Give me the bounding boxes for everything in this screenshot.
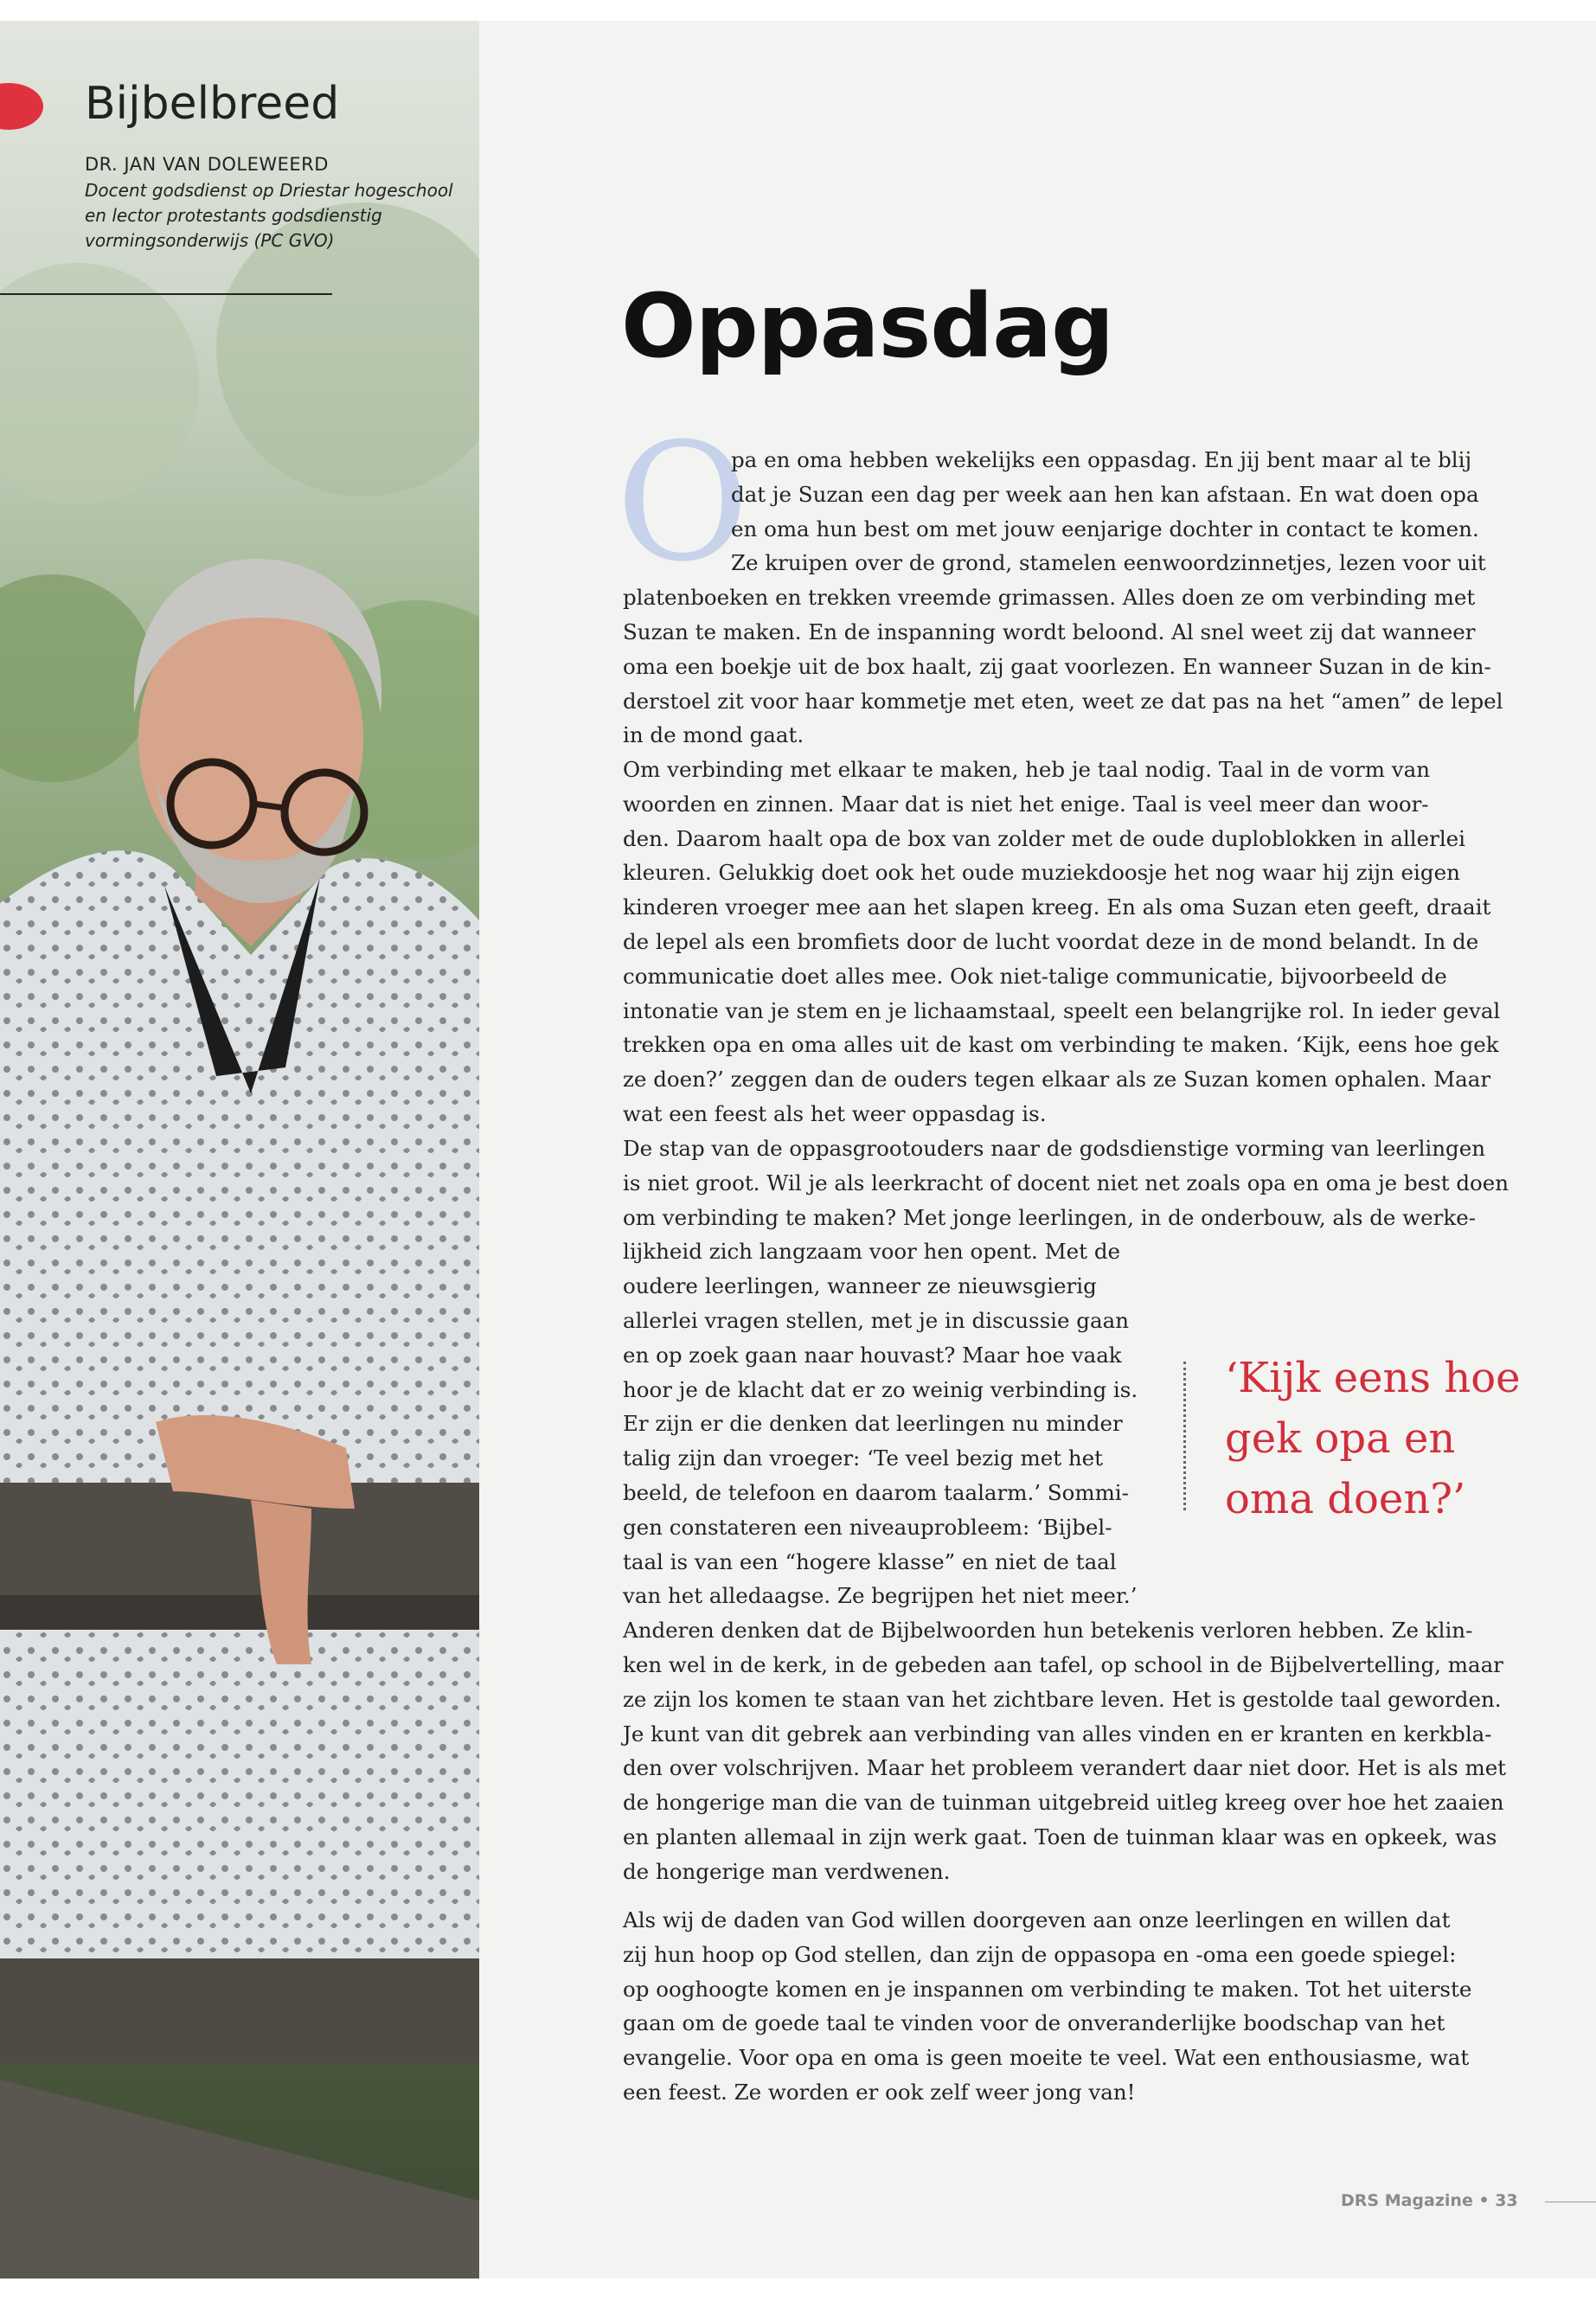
text-line: intonatie van je stem en je lichaamstaal, speelt een belangrijke rol. In ieder geval [623,997,1501,1023]
text-line: Om verbinding met elkaar te maken, heb je taal nodig. Taal in de vorm van [623,757,1430,782]
author-divider [0,293,332,295]
text-line: taal is van een “hogere klasse” en niet de taal [623,1548,1117,1574]
text-line: en op zoek gaan naar houvast? Maar hoe vaak [623,1342,1122,1368]
author-bio-line: en lector protestants godsdienstig [85,205,382,226]
text-line: den. Daarom haalt opa de box van zolder met de oude duploblokken in allerlei [623,825,1466,851]
text-line: communicatie doet alles mee. Ook niet-talige communicatie, bijvoorbeeld de [623,963,1447,989]
pullquote [1225,1348,1554,1529]
text-line: Suzan te maken. En de inspanning wordt beloond. Al snel weet zij dat wanneer [623,619,1476,644]
text-line: allerlei vragen stellen, met je in discussie gaan [623,1307,1129,1333]
page-footer: DRS Magazine • 33 [1341,2191,1518,2210]
author-bio [85,178,491,253]
text-line: en planten allemaal in zijn werk gaat. Toen de tuinman klaar was en opkeek, was [623,1823,1497,1849]
text-line: in de mond gaat. [623,722,804,748]
bottom-band [0,2279,1596,2301]
text-line: De stap van de oppasgrootouders naar de godsdienstige vorming van leerlingen [623,1136,1485,1161]
text-line: kinderen vroeger mee aan het slapen kreeg. En als oma Suzan eten geeft, draait [623,894,1491,920]
text-line: zij hun hoop op God stellen, dan zijn de oppasopa en -oma een goede spiegel: [623,1941,1457,1967]
text-line: gen constateren een niveauprobleem: ‘Bijbel- [623,1514,1112,1540]
paragraph-4 [623,1903,1505,2110]
text-line: woorden en zinnen. Maar dat is niet het enige. Taal is veel meer dan woor- [623,791,1429,817]
text-line: Ze kruipen over de grond, stamelen eenwoordzinnetjes, lezen voor uit [731,550,1486,576]
text-line: ken wel in de kerk, in de gebeden aan tafel, op school in de Bijbelvertelling, maar [623,1651,1503,1677]
text-line: pa en oma hebben wekelijks een oppasdag. En jij bent maar al te blij [731,447,1472,472]
drop-cap: O [616,408,750,598]
text-line: van het alledaagse. Ze begrijpen het niet meer.’ [623,1583,1138,1609]
section-title: Bijbelbreed [85,78,340,130]
text-line: om verbinding te maken? Met jonge leerlingen, in de onderbouw, als de werke- [623,1204,1476,1230]
text-line: den over volschrijven. Maar het probleem verandert daar niet door. Het is als met [623,1755,1507,1781]
author-bio-line: Docent godsdienst op Driestar hogeschool [85,180,453,201]
pullquote-line: gek opa en [1225,1414,1456,1463]
text-line: de hongerige man verdwenen. [623,1858,951,1884]
text-line: derstoel zit voor haar kommetje met eten, weet ze dat pas na het “amen” de lepel [623,688,1503,714]
text-line: Anderen denken dat de Bijbelwoorden hun betekenis verloren hebben. Ze klin- [623,1618,1473,1644]
text-line: oma een boekje uit de box haalt, zij gaat voorlezen. En wanneer Suzan in de kin- [623,653,1491,679]
text-line: Je kunt van dit gebrek aan verbinding van alles vinden en er kranten en kerkbla- [623,1721,1492,1747]
text-line: oudere leerlingen, wanneer ze nieuwsgierig [623,1273,1097,1299]
text-line: Als wij de daden van God willen doorgeven aan onze leerlingen en willen dat [623,1907,1451,1932]
text-line: de lepel als een bromfiets door de lucht voordat deze in de mond belandt. In de [623,928,1479,954]
text-line: een feest. Ze worden er ook zelf weer jong van! [623,2079,1136,2105]
text-line: de hongerige man die van de tuinman uitgebreid uitleg kreeg over hoe het zaaien [623,1790,1504,1816]
text-line: trekken opa en oma alles uit de kast om verbinding te maken. ‘Kijk, eens hoe gek [623,1032,1499,1058]
author-bio-line: vormingsonderwijs (PC GVO) [85,230,335,251]
top-band [0,0,1596,21]
text-line: Er zijn er die denken dat leerlingen nu minder [623,1411,1123,1437]
author-portrait-illustration [0,21,479,2279]
pullquote-divider [1183,1362,1186,1510]
text-line: is niet groot. Wil je als leerkracht of docent niet net zoals opa en oma je best doen [623,1170,1509,1195]
text-line: evangelie. Voor opa en oma is geen moeite te veel. Wat een enthousiasme, wat [623,2045,1470,2071]
author-photo [0,21,479,2279]
text-line: ze zijn los komen te staan van het zichtbare leven. Het is gestolde taal geworden. [623,1686,1502,1712]
text-line: platenboeken en trekken vreemde grimassen. Alles doen ze om verbinding met [623,585,1476,611]
pullquote-line: ‘Kijk eens hoe [1225,1354,1521,1402]
text-line: kleuren. Gelukkig doet ook het oude muziekdoosje het nog waar hij zijn eigen [623,860,1460,886]
text-line: hoor je de klacht dat er zo weinig verbinding is. [623,1376,1138,1402]
author-name: DR. JAN VAN DOLEWEERD [85,154,329,175]
pullquote-line: oma doen?’ [1225,1475,1466,1523]
text-line: gaan om de goede taal te vinden voor de onveranderlijke boodschap van het [623,2010,1445,2036]
text-line: dat je Suzan een dag per week aan hen kan afstaan. En wat doen opa [731,481,1479,507]
text-line: beeld, de telefoon en daarom taalarm.’ Sommi- [623,1479,1129,1505]
text-line: lijkheid zich langzaam voor hen opent. Met de [623,1239,1120,1265]
text-line: ze doen?’ zeggen dan de ouders tegen elkaar als ze Suzan komen ophalen. Maar [623,1067,1491,1093]
text-line: talig zijn dan vroeger: ‘Te veel bezig met het [623,1445,1103,1471]
text-line: en oma hun best om met jouw eenjarige dochter in contact te komen. [731,516,1479,542]
paragraph-1 [623,443,1505,753]
text-line: wat een feest als het weer oppasdag is. [623,1100,1047,1126]
paragraph-2 [623,753,1505,1131]
text-line: op ooghoogte komen en je inspannen om verbinding te maken. Tot het uiterste [623,1976,1472,2002]
article-title: Oppasdag [621,275,1114,378]
